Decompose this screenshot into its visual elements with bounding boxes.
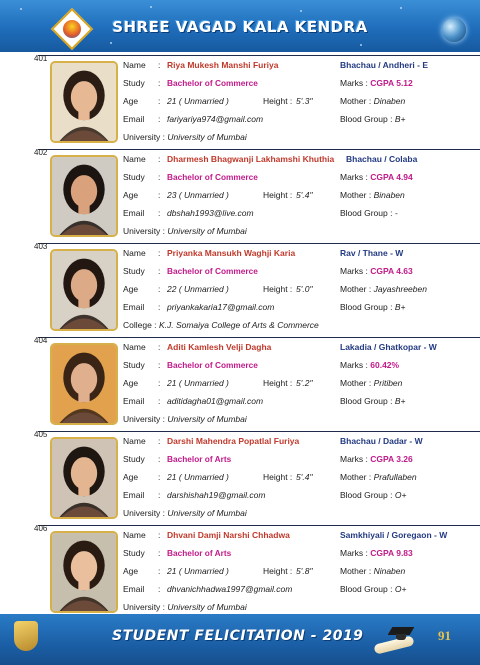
age-label: Age	[123, 190, 139, 200]
email-label: Email	[123, 396, 145, 406]
blood-group-row	[340, 584, 406, 594]
student-location: Bhachau / Colaba	[346, 154, 418, 164]
colon-separator: :	[158, 454, 161, 464]
sparkle-decoration	[20, 8, 22, 10]
student-marks: CGPA 5.12	[370, 78, 413, 88]
student-location: Samkhiyali / Goregaon - W	[340, 530, 448, 540]
age-label: Age	[123, 378, 139, 388]
student-height: 5'.4"	[296, 190, 313, 200]
marks-label: Marks :	[340, 360, 368, 370]
footer-emblem-icon	[14, 621, 38, 651]
student-marks: CGPA 4.94	[370, 172, 413, 182]
email-label: Email	[123, 584, 145, 594]
student-email[interactable]: dbshah1993@live.com	[167, 208, 254, 218]
diploma-cap-icon	[372, 624, 422, 658]
mother-row	[340, 378, 402, 388]
student-degree: Bachelor of Commerce	[167, 172, 258, 182]
footer-title: STUDENT FELICITATION - 2019	[112, 628, 364, 644]
colon-separator: :	[158, 208, 161, 218]
name-label: Name	[123, 248, 146, 258]
name-label: Name	[123, 342, 146, 352]
colon-separator: :	[158, 472, 161, 482]
student-height: 5'.2"	[296, 378, 313, 388]
mother-name: Jayashreeben	[373, 284, 427, 294]
blood-group-row	[340, 114, 405, 124]
student-location: Rav / Thane - W	[340, 248, 404, 258]
student-age: 21 ( Unmarried )	[167, 96, 229, 106]
student-name: Aditi Kamlesh Velji Dagha	[167, 342, 272, 352]
colon-separator: :	[158, 584, 161, 594]
sparkle-decoration	[110, 42, 112, 44]
institution-label: College :	[123, 320, 157, 330]
marks-label: Marks :	[340, 78, 368, 88]
study-label: Study	[123, 78, 145, 88]
colon-separator: :	[158, 490, 161, 500]
institution-row	[123, 226, 247, 236]
marks-row	[340, 454, 413, 464]
colon-separator: :	[158, 96, 161, 106]
height-label: Height :	[263, 566, 293, 576]
student-height: 5'.0"	[296, 284, 313, 294]
mother-row	[340, 284, 427, 294]
student-entry	[34, 336, 480, 427]
mother-row	[340, 190, 405, 200]
student-entry	[34, 148, 480, 239]
height-label: Height :	[263, 190, 293, 200]
colon-separator: :	[158, 396, 161, 406]
colon-separator: :	[158, 302, 161, 312]
mother-name: Ninaben	[373, 566, 406, 576]
mother-row	[340, 566, 405, 576]
blood-group-label: Blood Group :	[340, 302, 393, 312]
globe-icon	[442, 18, 466, 42]
colon-separator: :	[158, 190, 161, 200]
institution-name: University of Mumbai	[167, 132, 247, 142]
institution-name: University of Mumbai	[167, 508, 247, 518]
institution-name: K.J. Somaiya College of Arts & Commerce	[158, 320, 319, 330]
student-photo	[50, 437, 118, 519]
blood-group-value: B+	[394, 302, 406, 312]
sparkle-decoration	[300, 10, 302, 12]
marks-label: Marks :	[340, 172, 368, 182]
student-location: Bhachau / Andheri - E	[340, 60, 429, 70]
student-name: Riya Mukesh Manshi Furiya	[167, 60, 279, 70]
name-label: Name	[123, 530, 146, 540]
student-name: Dhvani Damji Narshi Chhadwa	[167, 530, 290, 540]
student-entry	[34, 430, 480, 521]
student-degree: Bachelor of Commerce	[167, 266, 258, 276]
student-age: 21 ( Unmarried )	[167, 378, 229, 388]
blood-group-label: Blood Group :	[340, 396, 393, 406]
institution-label: University :	[123, 602, 166, 612]
blood-group-row	[340, 208, 398, 218]
colon-separator: :	[158, 566, 161, 576]
student-photo	[50, 531, 118, 613]
entry-number: 405	[34, 430, 48, 439]
mother-label: Mother :	[340, 284, 372, 294]
student-entry	[34, 54, 480, 145]
age-label: Age	[123, 472, 139, 482]
institution-row	[123, 508, 247, 518]
name-label: Name	[123, 154, 146, 164]
student-degree: Bachelor of Arts	[167, 548, 232, 558]
email-label: Email	[123, 208, 145, 218]
marks-row	[340, 78, 413, 88]
email-label: Email	[123, 302, 145, 312]
entry-number: 401	[34, 54, 48, 63]
colon-separator: :	[158, 60, 161, 70]
sparkle-decoration	[150, 6, 152, 8]
page-header	[0, 0, 480, 52]
institution-label: University :	[123, 508, 166, 518]
entry-number: 404	[34, 336, 48, 345]
student-age: 21 ( Unmarried )	[167, 566, 229, 576]
blood-group-row	[340, 396, 405, 406]
page-number: 91	[438, 628, 451, 643]
student-photo	[50, 61, 118, 143]
student-marks: 60.42%	[370, 360, 400, 370]
name-label: Name	[123, 436, 146, 446]
student-photo	[50, 249, 118, 331]
student-photo	[50, 155, 118, 237]
institution-label: University :	[123, 226, 166, 236]
student-email[interactable]: fariyariya974@gmail.com	[167, 114, 264, 124]
institution-row	[123, 414, 247, 424]
colon-separator: :	[158, 360, 161, 370]
email-label: Email	[123, 114, 145, 124]
institution-label: University :	[123, 414, 166, 424]
blood-group-row	[340, 302, 405, 312]
student-photo	[50, 343, 118, 425]
page-title: SHREE VAGAD KALA KENDRA	[112, 18, 368, 36]
student-age: 23 ( Unmarried )	[167, 190, 229, 200]
study-label: Study	[123, 360, 145, 370]
marks-row	[340, 266, 413, 276]
sparkle-decoration	[400, 7, 402, 9]
student-location: Lakadia / Ghatkopar - W	[340, 342, 437, 352]
mother-name: Pritiben	[373, 378, 403, 388]
blood-group-label: Blood Group :	[340, 584, 393, 594]
height-label: Height :	[263, 284, 293, 294]
blood-group-label: Blood Group :	[340, 114, 393, 124]
blood-group-value: O+	[394, 490, 407, 500]
page-footer	[0, 614, 480, 665]
student-height: 5'.3"	[296, 96, 313, 106]
study-label: Study	[123, 548, 145, 558]
name-label: Name	[123, 60, 146, 70]
student-marks: CGPA 4.63	[370, 266, 413, 276]
colon-separator: :	[158, 154, 161, 164]
colon-separator: :	[158, 266, 161, 276]
student-marks: CGPA 3.26	[370, 454, 413, 464]
student-email[interactable]: dhvanichhadwa1997@gmail.com	[167, 584, 293, 594]
institution-row	[123, 320, 319, 330]
mother-label: Mother :	[340, 378, 372, 388]
age-label: Age	[123, 96, 139, 106]
colon-separator: :	[158, 172, 161, 182]
blood-group-value: B+	[394, 396, 406, 406]
mother-row	[340, 472, 417, 482]
student-name: Darshi Mahendra Popatlal Furiya	[167, 436, 300, 446]
mother-name: Prafullaben	[373, 472, 417, 482]
student-degree: Bachelor of Commerce	[167, 360, 258, 370]
blood-group-value: O+	[394, 584, 407, 594]
email-label: Email	[123, 490, 145, 500]
colon-separator: :	[158, 530, 161, 540]
colon-separator: :	[158, 378, 161, 388]
height-label: Height :	[263, 472, 293, 482]
colon-separator: :	[158, 284, 161, 294]
marks-row	[340, 172, 413, 182]
marks-label: Marks :	[340, 548, 368, 558]
entry-number: 403	[34, 242, 48, 251]
colon-separator: :	[158, 436, 161, 446]
student-email[interactable]: darshishah19@gmail.com	[167, 490, 266, 500]
study-label: Study	[123, 266, 145, 276]
marks-row	[340, 360, 399, 370]
colon-separator: :	[158, 78, 161, 88]
study-label: Study	[123, 172, 145, 182]
age-label: Age	[123, 284, 139, 294]
student-entry	[34, 524, 480, 615]
entry-number: 402	[34, 148, 48, 157]
mother-label: Mother :	[340, 566, 372, 576]
student-name: Priyanka Mansukh Waghji Karia	[167, 248, 296, 258]
mother-name: Dinaben	[373, 96, 406, 106]
height-label: Height :	[263, 378, 293, 388]
marks-row	[340, 548, 413, 558]
student-age: 21 ( Unmarried )	[167, 472, 229, 482]
student-age: 22 ( Unmarried )	[167, 284, 229, 294]
institution-name: University of Mumbai	[167, 602, 247, 612]
age-label: Age	[123, 566, 139, 576]
student-degree: Bachelor of Arts	[167, 454, 232, 464]
institution-row	[123, 602, 247, 612]
mother-label: Mother :	[340, 472, 372, 482]
colon-separator: :	[158, 114, 161, 124]
institution-name: University of Mumbai	[167, 414, 247, 424]
blood-group-label: Blood Group :	[340, 490, 393, 500]
blood-group-row	[340, 490, 406, 500]
colon-separator: :	[158, 548, 161, 558]
study-label: Study	[123, 454, 145, 464]
student-email[interactable]: priyankakaria17@gmail.com	[167, 302, 275, 312]
student-height: 5'.4"	[296, 472, 313, 482]
marks-label: Marks :	[340, 266, 368, 276]
institution-name: University of Mumbai	[167, 226, 247, 236]
colon-separator: :	[158, 342, 161, 352]
colon-separator: :	[158, 248, 161, 258]
student-entry	[34, 242, 480, 333]
marks-label: Marks :	[340, 454, 368, 464]
institution-row	[123, 132, 247, 142]
blood-group-label: Blood Group :	[340, 208, 393, 218]
blood-group-value: -	[394, 208, 398, 218]
mother-row	[340, 96, 405, 106]
student-location: Bhachau / Dadar - W	[340, 436, 423, 446]
student-name: Dharmesh Bhagwanji Lakhamshi Khuthia	[167, 154, 335, 164]
entry-number: 406	[34, 524, 48, 533]
sparkle-decoration	[360, 44, 362, 46]
student-height: 5'.8"	[296, 566, 313, 576]
height-label: Height :	[263, 96, 293, 106]
blood-group-value: B+	[394, 114, 406, 124]
student-degree: Bachelor of Commerce	[167, 78, 258, 88]
mother-label: Mother :	[340, 96, 372, 106]
student-marks: CGPA 9.83	[370, 548, 413, 558]
mother-label: Mother :	[340, 190, 372, 200]
mother-name: Binaben	[373, 190, 405, 200]
student-email[interactable]: aditidagha01@gmail.com	[167, 396, 264, 406]
institution-label: University :	[123, 132, 166, 142]
